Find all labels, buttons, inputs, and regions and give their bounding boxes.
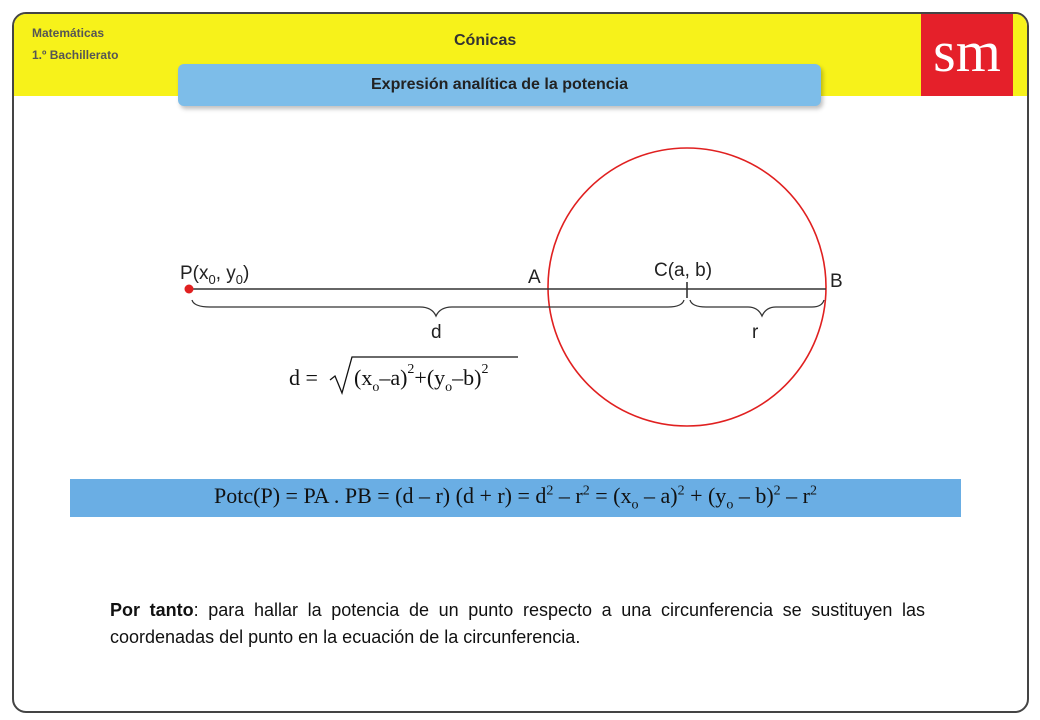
- conclusion-bold: Por tanto: [110, 600, 194, 620]
- formula-part: – r: [780, 482, 810, 508]
- formula-sup: 2: [546, 483, 554, 499]
- topic-title: Cónicas: [454, 32, 517, 49]
- label-brace-d: d: [431, 322, 442, 343]
- formula-sup: 2: [582, 483, 590, 499]
- label-center-C: C(a, b): [654, 260, 713, 281]
- label-point-A: A: [528, 267, 541, 288]
- conclusion-body: : para hallar la potencia de un punto respecto a una circunferencia se sustituyen las coordenadas del punto en la ecuación de la circunferencia.: [110, 600, 925, 647]
- formula-part: = (x: [589, 482, 632, 508]
- subject-line-1: Matemáticas: [32, 26, 105, 40]
- formula-part: – r: [553, 482, 583, 508]
- distance-formula: [289, 357, 518, 395]
- label-point-P: $P(x_0$, $y_0$): [180, 263, 250, 287]
- label-brace-r: r: [752, 322, 759, 343]
- formula-sub: o: [631, 497, 639, 513]
- formula-sup: 2: [773, 483, 781, 499]
- formula-sub: o: [726, 497, 734, 513]
- point-P-marker: [185, 285, 194, 294]
- formula-part: – b): [733, 482, 774, 508]
- brace-d: [192, 300, 684, 316]
- formula-sup: 2: [809, 483, 817, 499]
- logo-text: sm: [933, 19, 1001, 84]
- section-title: Expresión analítica de la potencia: [371, 76, 628, 93]
- distance-formula-radicand: $(x_o-a)^2+(y_o-b)^2$: [354, 362, 489, 395]
- distance-formula-lhs: d =: [289, 365, 318, 390]
- formula-part: – a): [638, 482, 678, 508]
- label-point-B: B: [830, 271, 843, 292]
- brace-r: [690, 300, 824, 316]
- formula-part: Potc(P) = PA . PB = (d – r) (d + r) = d: [214, 482, 547, 508]
- subject-line-2: 1.º Bachillerato: [32, 48, 119, 62]
- formula-sup: 2: [677, 483, 685, 499]
- formula-part: + (y: [684, 482, 727, 508]
